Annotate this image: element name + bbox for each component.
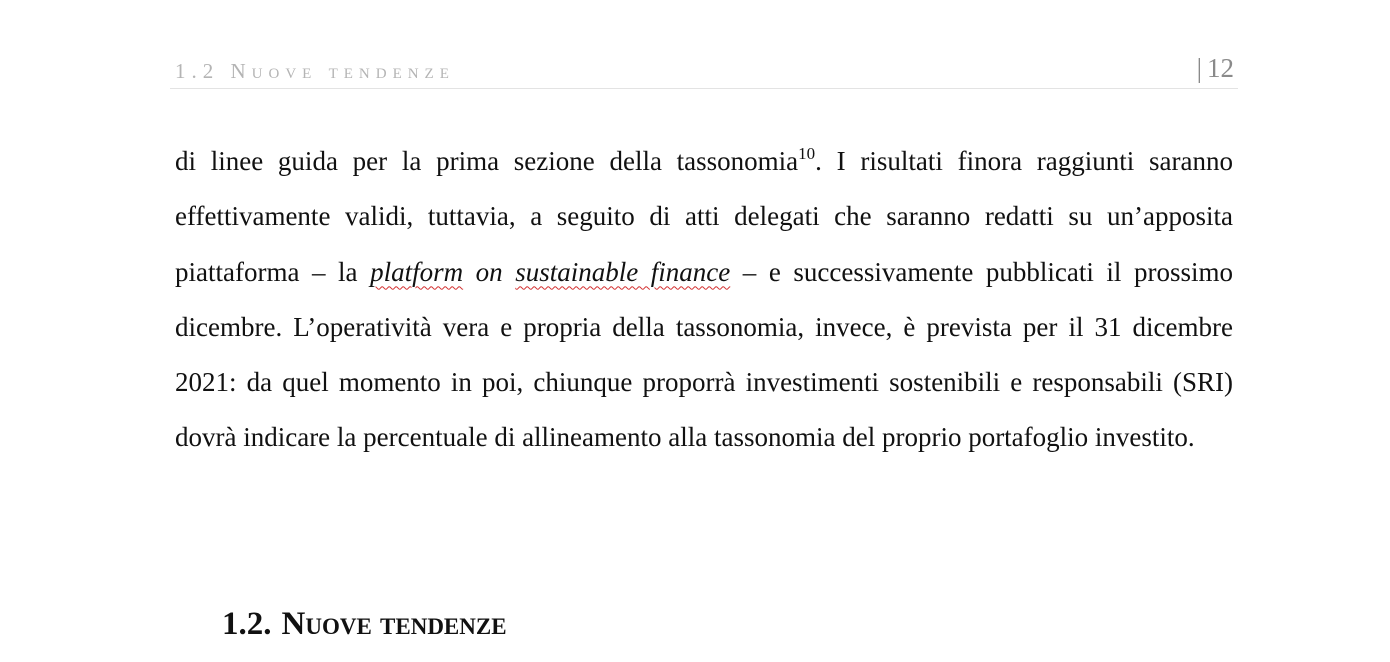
paragraph[interactable] [175,134,1233,466]
italic-term [370,257,730,287]
body-text[interactable] [175,134,1233,466]
page-number-container [1197,53,1234,84]
page-number-separator: | [1196,53,1202,83]
section-heading [222,606,507,643]
section-number: 1.2. [222,606,272,642]
text-run: di linee guida per la prima sezione della tassonomia [175,146,799,176]
page-number: 12 [1207,53,1234,83]
footnote-reference[interactable]: 10 [798,144,816,163]
running-header-title: 1.2 Nuove tendenze [175,59,455,83]
text-run: – e successivamente pubblicati il prossimo dicembre. L’operatività vera e propria della tassonomia, invece, è prevista per il 31 dicembre 2021: da quel momento in poi, chiunque proporrà investimenti sostenibili e responsabili (SRI) dovrà indicare la percentuale di allineamento alla tassonomia del proprio portafoglio investito. [175,256,1233,453]
spellcheck-flagged-word[interactable]: platform [370,256,464,287]
spellcheck-flagged-word[interactable]: sustainable finance [515,256,731,287]
section-title: Nuove tendenze [281,606,507,642]
page-header [170,52,1238,89]
italic-text: on [463,256,516,287]
text-run: . I risultati finora raggiunti saranno effettivamente validi, tuttavia, a seguito di atti delegati che saranno redatti su un’apposita piattaforma – la [175,146,1233,287]
